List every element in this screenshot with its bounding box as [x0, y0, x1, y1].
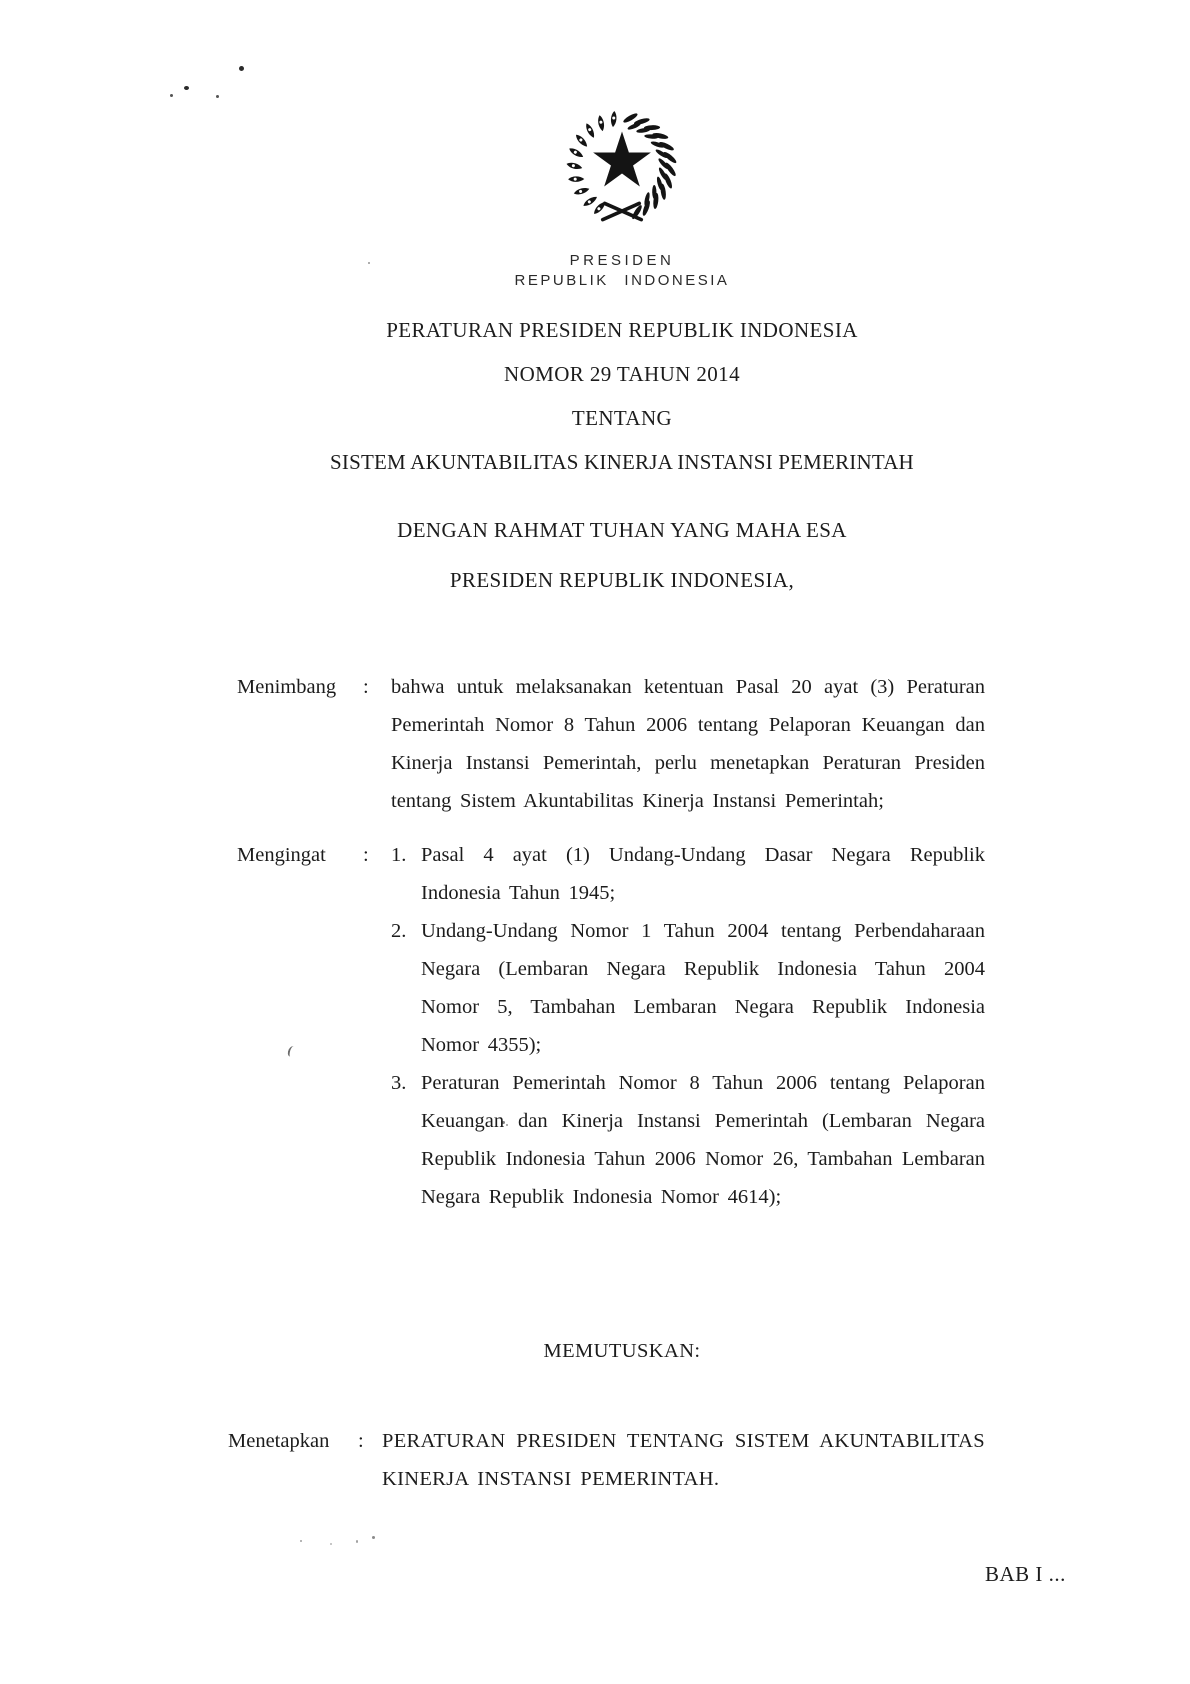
- letterhead: [0, 252, 1190, 289]
- recalling-item-text: Undang-Undang Nomor 1 Tahun 2004 tentang Perbendaharaan Negara (Lembaran Negara Republik Indonesia Tahun 2004 Nomor 5, Tambahan Lembaran Negara Republik Indonesia Nomor 4355);: [421, 920, 985, 1056]
- letterhead-republik-indonesia: REPUBLIK INDONESIA: [514, 272, 730, 289]
- recalling-item-number: 2.: [391, 920, 407, 942]
- scan-speck: [300, 1540, 302, 1542]
- scan-speck: [330, 1543, 332, 1545]
- scan-speck: [184, 86, 189, 90]
- recalling-label: Mengingat: [237, 844, 326, 866]
- recalling-item: [391, 912, 985, 1064]
- enacting-text: PERATURAN PRESIDEN TENTANG SISTEM AKUNTABILITAS KINERJA INSTANSI PEMERINTAH.: [382, 1430, 985, 1490]
- enacting-clause: [228, 1422, 985, 1498]
- regulation-subject: SISTEM AKUNTABILITAS KINERJA INSTANSI PEMERINTAH: [330, 450, 914, 474]
- recalling-colon: :: [363, 844, 369, 866]
- invocation-line: DENGAN RAHMAT TUHAN YANG MAHA ESA: [397, 518, 847, 542]
- considering-colon: :: [363, 676, 369, 698]
- enacting-colon: :: [358, 1430, 364, 1452]
- recalling-list: [391, 836, 985, 1216]
- scan-speck: [216, 95, 219, 98]
- considering-clause: [237, 668, 985, 820]
- page-continuation-marker: BAB I ...: [985, 1562, 1066, 1586]
- recalling-item: [391, 1064, 985, 1216]
- letterhead-presiden: PRESIDEN: [569, 252, 675, 269]
- presidential-seal-icon: [556, 95, 688, 247]
- body-flow: [237, 668, 985, 1216]
- title-block: [0, 318, 1190, 592]
- scan-speck: [372, 1536, 375, 1539]
- recalling-item-text: Peraturan Pemerintah Nomor 8 Tahun 2006 tentang Pelaporan Keuangan dan Kinerja Instansi Pemerintah (Lembaran Negara Republik Indonesia Tahun 2006 Nomor 26, Tambahan Lembaran Negara Republik Indonesia Nomor 4614);: [421, 1072, 985, 1208]
- recalling-item-text: Pasal 4 ayat (1) Undang-Undang Dasar Negara Republik Indonesia Tahun 1945;: [421, 844, 985, 904]
- decision-heading: MEMUTUSKAN:: [543, 1340, 701, 1362]
- regulation-number: NOMOR 29 TAHUN 2014: [504, 362, 740, 386]
- scan-speck: [239, 66, 244, 71]
- considering-text: bahwa untuk melaksanakan ketentuan Pasal 20 ayat (3) Peraturan Pemerintah Nomor 8 Tahun 2006 tentang Pelaporan Keuangan dan Kinerja Instansi Pemerintah, perlu menetapkan Peraturan Presiden tentang Sistem Akuntabilitas Kinerja Instansi Pemerintah;: [391, 676, 985, 812]
- tentang-label: TENTANG: [571, 406, 673, 430]
- recalling-item-number: 3.: [391, 1072, 407, 1094]
- recalling-clause: [237, 836, 985, 1216]
- authority-line: PRESIDEN REPUBLIK INDONESIA,: [449, 568, 795, 592]
- recalling-item: [391, 836, 985, 912]
- scan-speck: [356, 1540, 358, 1543]
- scan-speck: [170, 94, 173, 97]
- considering-label: Menimbang: [237, 676, 337, 698]
- enacting-label: Menetapkan: [228, 1430, 330, 1452]
- regulation-title: PERATURAN PRESIDEN REPUBLIK INDONESIA: [386, 318, 858, 342]
- recalling-item-number: 1.: [391, 844, 407, 866]
